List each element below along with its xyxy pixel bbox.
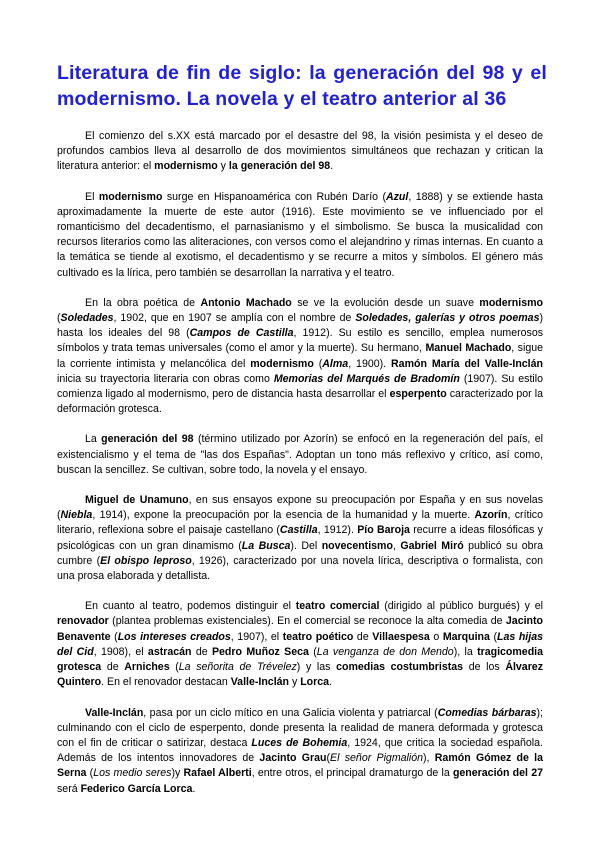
bold-text: generación del 27 <box>452 767 543 780</box>
text-run: recurre a ideas filosóficas y psicológicas con un gran dinamismo ( <box>57 524 543 552</box>
bold-text: tragicomedia grotesca <box>57 645 543 674</box>
italic-title: El señor Pigmalión <box>330 752 424 765</box>
bold-italic-title: Niebla <box>60 509 93 522</box>
text-run: publicó su obra cumbre ( <box>57 539 543 567</box>
bold-italic-title: Soledades <box>60 312 114 325</box>
italic-title: La señorita de Trévelez <box>178 661 297 674</box>
text-run: )y <box>171 767 184 780</box>
text-run: de <box>191 645 212 658</box>
text-run: (1907). Su estilo comienza ligado al modernismo, pero de distancia hasta desarrollar el <box>57 372 544 401</box>
bold-text: astracán <box>147 645 192 658</box>
text-run: ( <box>326 752 331 765</box>
paragraph-machado <box>57 296 543 418</box>
bold-text: Ramón Gómez de la Serna <box>57 752 544 780</box>
bold-text: modernismo <box>250 357 314 370</box>
paragraph-novelistas <box>57 493 543 584</box>
document-body <box>57 129 543 812</box>
text-run: , 1926), caracterizado por una novela lírica, descriptiva o formalista, con una prosa elaborada y detallista. <box>57 554 543 583</box>
bold-italic-title: Campos de Castilla <box>189 327 294 340</box>
bold-text: Gabriel Miró <box>400 539 464 552</box>
paragraph-modernismo <box>57 190 543 281</box>
text-run: ); culminando con el ciclo de esperpento, donde presenta la realidad de manera deformada y grotesca con el fin de criticar o satirizar, destaca <box>57 706 543 749</box>
text-run: , crítico literario, reflexiona sobre el paisaje castellano ( <box>57 509 543 537</box>
text-run: (dirigido al público burgués) y el <box>379 600 543 613</box>
text-run: ). Del <box>290 539 322 552</box>
text-run: o <box>429 630 443 643</box>
document-title: Literatura de fin de siglo: la generación del 98 y el modernismo. La novela y el teatro anterior al 36 <box>57 62 547 110</box>
bold-text: Pío Baroja <box>357 524 410 537</box>
bold-text: Arniches <box>124 661 170 674</box>
bold-text: comedias costumbristas <box>336 661 464 674</box>
text-run: , 1907), el <box>230 630 283 643</box>
bold-text: Federico García Lorca <box>80 782 193 795</box>
text-run: La <box>85 433 102 446</box>
paragraph-valle-inclan <box>57 706 543 797</box>
paragraph-intro <box>57 129 543 175</box>
bold-italic-title: Soledades, galerías y otros poemas <box>355 312 540 325</box>
text-run: En cuanto al teatro, podemos distinguir el <box>85 600 296 613</box>
text-run: , entre otros, el principal dramaturgo de la <box>251 767 453 780</box>
bold-italic-title: El obispo leproso <box>100 554 192 567</box>
text-run: de los <box>463 661 506 674</box>
text-run: , <box>392 539 401 552</box>
bold-text: Valle-Inclán <box>85 706 144 719</box>
bold-text: Rafael Alberti <box>183 767 252 780</box>
text-run: caracterizado por la deformación grotesca. <box>57 388 544 416</box>
bold-italic-title: La Busca <box>241 539 291 552</box>
bold-italic-title: Memorias del Marqués de Bradomín <box>273 372 460 385</box>
text-run: . En el renovador destacan <box>101 676 231 689</box>
paragraph-teatro <box>57 599 543 690</box>
bold-text: la generación del 98 <box>228 160 331 173</box>
bold-text: Villaespesa <box>372 630 430 643</box>
text-run: , 1902, que en 1907 se amplía con el nombre de <box>113 312 356 325</box>
bold-italic-title: Alma <box>322 357 349 370</box>
text-run: . <box>192 782 196 795</box>
bold-text: renovador <box>57 615 109 628</box>
text-run: En la obra poética de <box>85 296 201 309</box>
text-run: , 1912). Su estilo es sencillo, emplea numerosos símbolos y trata temas universales (como el amor y la muerte). Su hermano, <box>57 327 544 355</box>
text-run: , 1912). <box>317 524 358 537</box>
text-run: ), la <box>453 645 478 658</box>
bold-text: modernismo <box>154 160 218 173</box>
text-run: (término utilizado por Azorín) se enfocó en la regeneración del país, el existencialismo y el tema de "las dos Españas". Adoptan un tono más reflexivo y crítico, así como, buscan la sencillez. Se cultivan, sobre todo, la novela y el ensayo. <box>57 433 543 476</box>
text-run: ( <box>110 630 118 643</box>
bold-italic-title: Las hijas del Cid <box>57 630 543 658</box>
text-run: , 1914), expone la preocupación por la esencia de la humanidad y la muerte. <box>92 509 475 522</box>
bold-text: Miguel de Unamuno <box>85 494 189 507</box>
bold-text: Álvarez Quintero <box>57 661 544 689</box>
bold-text: Manuel Machado <box>425 342 512 355</box>
text-run: , 1924, que critica la sociedad española. Además de los intentos innovadores de <box>57 736 543 765</box>
text-run: ( <box>313 357 323 370</box>
bold-text: Ramón María del Valle-Inclán <box>391 357 543 370</box>
text-run: inicia su trayectoria literaria con obras como <box>57 372 274 385</box>
bold-text: novecentismo <box>321 539 393 552</box>
text-run: y <box>217 160 229 173</box>
text-run: , 1900). <box>348 357 392 370</box>
bold-italic-title: Luces de Bohemia <box>251 736 348 749</box>
text-run: se ve la evolución desde un suave <box>291 296 480 309</box>
paragraph-generacion-98 <box>57 432 543 478</box>
text-run: será <box>57 782 81 795</box>
text-run: (plantea problemas existenciales). En el comercial se reconoce la alta comedia de <box>108 615 506 628</box>
italic-title: Los medio seres <box>93 767 172 780</box>
text-run: y <box>289 676 301 689</box>
bold-text: Antonio Machado <box>200 296 292 309</box>
bold-text: teatro poético <box>282 630 354 643</box>
text-run: . <box>329 676 332 689</box>
bold-text: esperpento <box>389 388 447 401</box>
bold-italic-title: Azul <box>385 190 409 203</box>
bold-text: Valle-Inclán <box>230 676 289 689</box>
bold-text: teatro comercial <box>295 600 380 613</box>
bold-italic-title: Comedias bárbaras <box>437 706 537 719</box>
italic-title: La venganza de don Mendo <box>316 645 454 658</box>
bold-text: Pedro Muñoz Seca <box>211 645 309 658</box>
text-run: ), <box>423 752 435 765</box>
text-run: , en sus ensayos expone su preocupación por España y en sus novelas ( <box>57 494 543 522</box>
bold-italic-title: Los intereses creados <box>117 630 231 643</box>
text-run: . <box>330 160 334 173</box>
text-run: de <box>101 661 125 674</box>
bold-text: modernismo <box>98 190 163 203</box>
bold-text: Lorca <box>300 676 330 689</box>
bold-text: generación del 98 <box>101 433 194 446</box>
text-run: , 1888) y se extiende hasta aproximadamente la muerte de este autor (1916). Este movimiento se ve influenciado por el romanticismo del decadentismo, el parnasianismo y el simbolismo. Se busca la musicalidad con recursos literarios como las aliteraciones, con versos como el alejandrino y rimas internas. En cuanto a la temática se tiende al exotismo, el decadentismo y se recurre a mitos y símbolos. El género más cultivado es la lírica, pero también se desarrollan la narrativa y el teatro. <box>57 190 543 279</box>
text-run: surge en Hispanoamérica con Rubén Darío ( <box>162 190 386 203</box>
text-run: de <box>353 630 373 643</box>
text-run: , pasa por un ciclo mítico en una Galicia violenta y patriarcal ( <box>143 706 438 719</box>
bold-text: modernismo <box>479 296 543 309</box>
text-run: ( <box>86 767 94 780</box>
text-run: El <box>85 190 99 203</box>
text-run: ( <box>169 661 179 674</box>
bold-text: Jacinto Grau <box>259 752 327 765</box>
text-run: ( <box>308 645 317 658</box>
text-run: ( <box>489 630 498 643</box>
text-run: El comienzo del s.XX está marcado por el desastre del 98, la visión pesimista y el deseo de profundos cambios lleva al desarrollo de dos movimientos simultáneos que rechazan y critican la literatura anterior: el <box>57 130 543 173</box>
bold-italic-title: Castilla <box>279 524 318 537</box>
bold-text: Azorín <box>474 509 508 522</box>
bold-text: Jacinto Benavente <box>57 615 543 643</box>
text-run: ) hasta los ideales del 98 ( <box>57 312 543 340</box>
text-run: ( <box>57 312 61 325</box>
text-run: , 1908), el <box>93 645 148 658</box>
bold-text: Marquina <box>442 630 490 643</box>
text-run: ) y las <box>296 661 337 674</box>
text-run: , sigue la corriente intimista y melancólica del <box>57 342 543 370</box>
